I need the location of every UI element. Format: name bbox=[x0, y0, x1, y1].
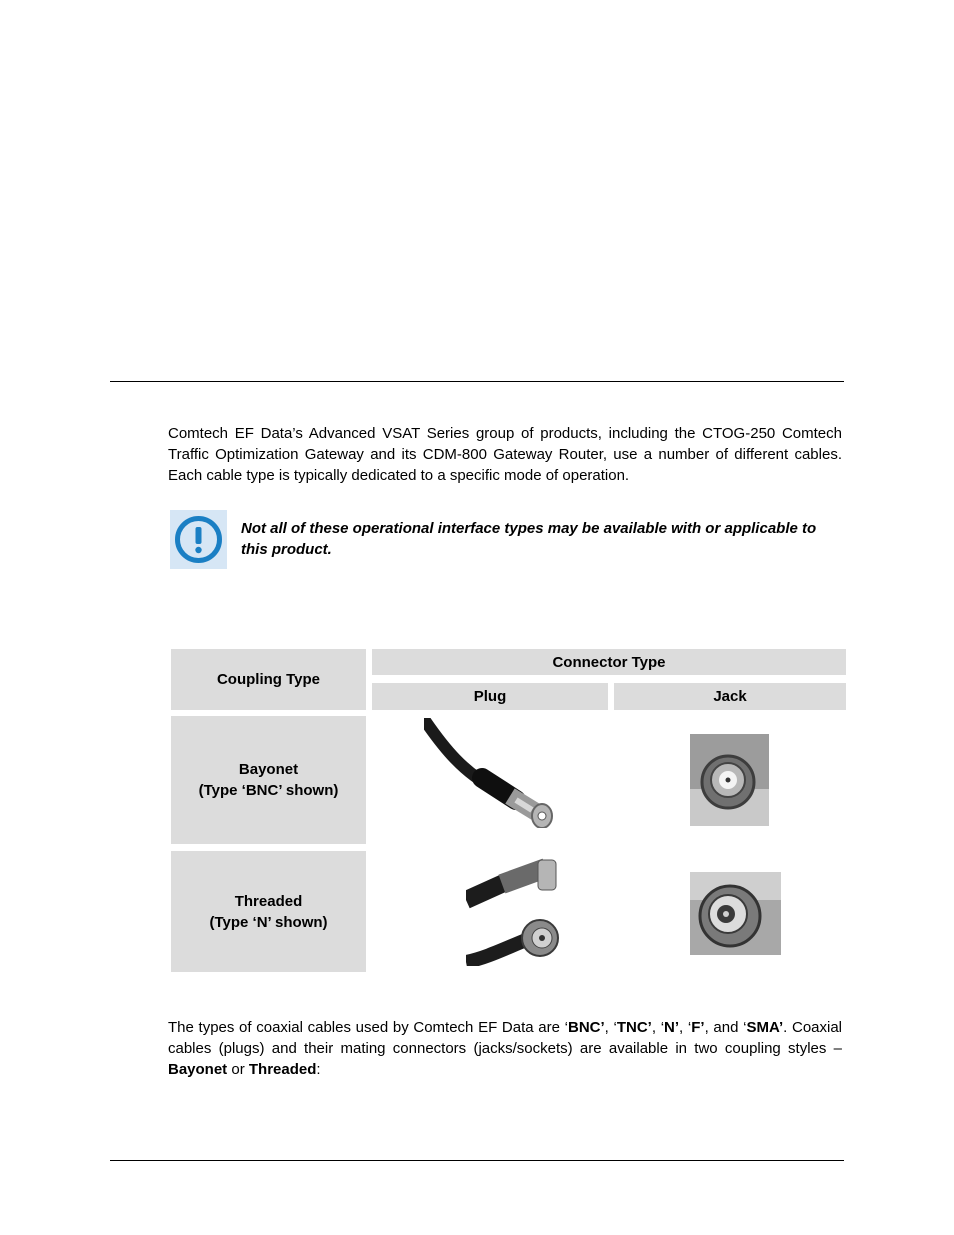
connector-type-header: Connector Type bbox=[372, 649, 846, 675]
threaded-sub: (Type ‘N’ shown) bbox=[209, 913, 328, 931]
exclamation-circle-icon bbox=[170, 510, 227, 569]
bayonet-name: Bayonet bbox=[238, 761, 299, 778]
header-rule bbox=[110, 381, 844, 382]
or-text: or bbox=[227, 1061, 249, 1078]
colon-text: : bbox=[316, 1061, 321, 1078]
bnc-plug-image bbox=[424, 718, 559, 828]
jack-header: Jack bbox=[614, 683, 846, 710]
note-text: Not all of these operational interface types may be available with or applicable to this product. bbox=[241, 520, 817, 558]
coupling-type-header: Coupling Type bbox=[171, 649, 366, 710]
intro-paragraph: Comtech EF Data’s Advanced VSAT Series group of products, including the CTOG-250 Comtech Traffic Optimization Gateway and its CDM-800 Gateway Router, use a number of different cables. Each cable type is typically dedicated to a specific mode of operation. bbox=[168, 425, 842, 484]
bayonet-row-label bbox=[171, 716, 366, 844]
n-plug-image bbox=[466, 858, 559, 966]
bnc-jack-image bbox=[690, 734, 769, 826]
bayonet-sub: (Type ‘BNC’ shown) bbox=[198, 782, 339, 799]
tnc-term: TNC’ bbox=[616, 1019, 652, 1036]
f-term: F’ bbox=[691, 1019, 705, 1036]
threaded-name: Threaded bbox=[234, 892, 303, 910]
n-jack-image bbox=[690, 872, 781, 955]
sep-4: , and ‘ bbox=[704, 1019, 747, 1036]
coaxial-types-paragraph bbox=[168, 1017, 842, 1080]
sep-2: , ‘ bbox=[651, 1019, 665, 1036]
sma-term: SMA’ bbox=[746, 1019, 784, 1036]
body-text-1: The types of coaxial cables used by Comtech EF Data are ‘ bbox=[168, 1019, 568, 1036]
threaded-row-label bbox=[171, 851, 366, 972]
sep-1: , ‘ bbox=[604, 1019, 617, 1036]
threaded-term: Threaded bbox=[248, 1061, 317, 1078]
plug-header: Plug bbox=[372, 683, 608, 710]
body-text-2: . Coaxial cables (plugs) and their mating connectors (jacks/sockets) are available in two coupling styles – bbox=[168, 1019, 843, 1057]
bnc-term: BNC’ bbox=[567, 1019, 605, 1036]
footer-rule bbox=[110, 1160, 844, 1161]
n-term: N’ bbox=[664, 1019, 680, 1036]
sep-3: , ‘ bbox=[679, 1019, 692, 1036]
bayonet-term: Bayonet bbox=[168, 1061, 228, 1078]
